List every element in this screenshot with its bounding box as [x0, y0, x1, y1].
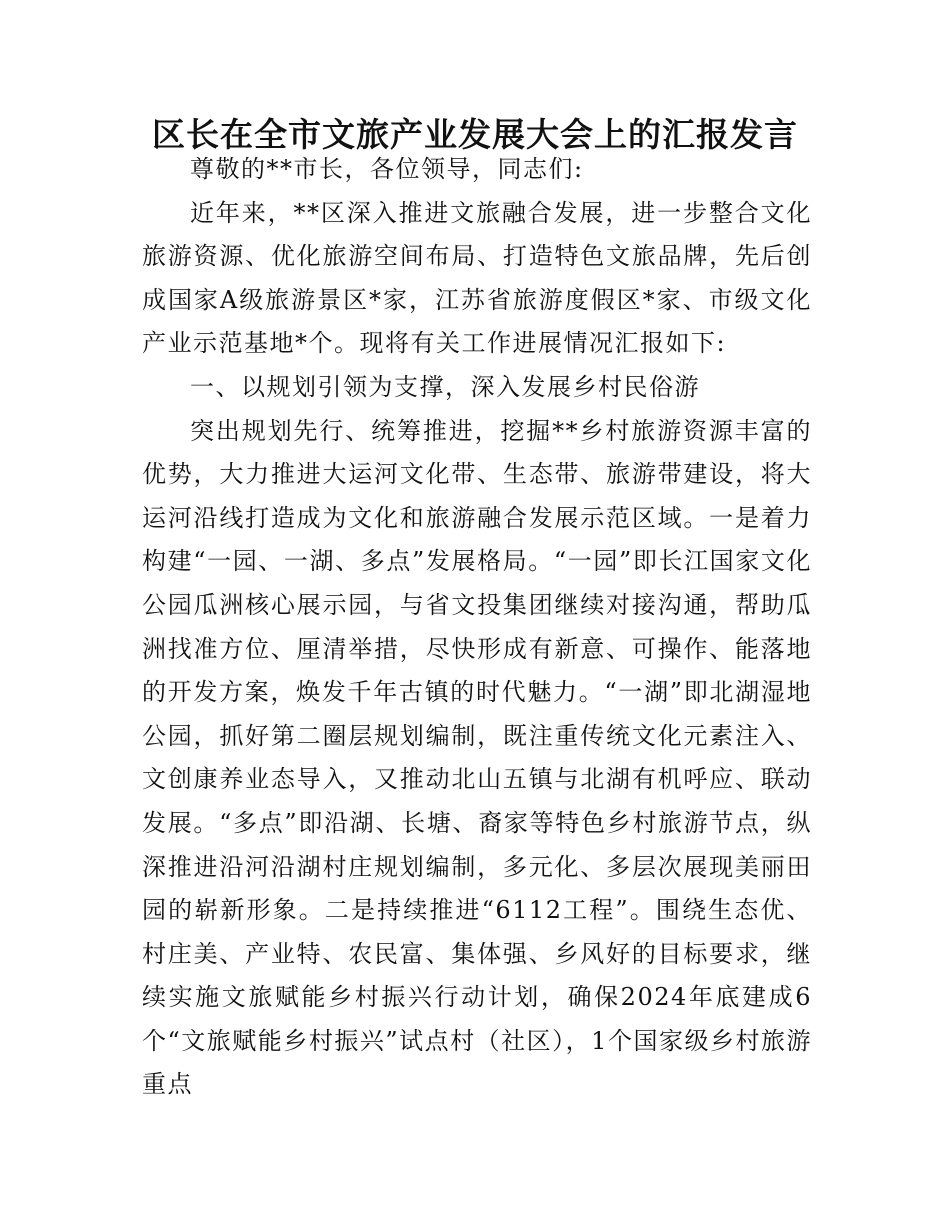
- intro-paragraph: 近年来，**区深入推进文旅融合发展，进一步整合文化旅游资源、优化旅游空间布局、打造特色文旅品牌，先后创成国家A级旅游景区*家，江苏省旅游度假区*家、市级文化产业示范基地*个。现将有关工作进展情况汇报如下:: [142, 198, 812, 358]
- section-heading: 一、以规划引领为支撑，深入发展乡村民俗游: [190, 372, 700, 401]
- document-body: [142, 148, 812, 1107]
- document-title: 区长在全市文旅产业发展大会上的汇报发言: [152, 115, 798, 154]
- section-paragraph: 突出规划先行、统筹推进，挖掘**乡村旅游资源丰富的优势，大力推进大运河文化带、生态带、旅游带建设，将大运河沿线打造成为文化和旅游融合发展示范区域。一是着力构建“一园、一湖、多点”发展格局。“一园”即长江国家文化公园瓜洲核心展示园，与省文投集团继续对接沟通，帮助瓜洲找准方位、厘清举措，尽快形成有新意、可操作、能落地的开发方案，焕发千年古镇的时代魅力。“一湖”即北湖湿地公园，抓好第二圈层规划编制，既注重传统文化元素注入、文创康养业态导入，又推动北山五镇与北湖有机呼应、联动发展。“多点”即沿湖、长塘、裔家等特色乡村旅游节点，纵深推进沿河沿湖村庄规划编制，多元化、多层次展现美丽田园的崭新形象。二是持续推进“6112工程”。围绕生态优、村庄美、产业特、农民富、集体强、乡风好的目标要求，继续实施文旅赋能乡村振兴行动计划，确保2024年底建成6个“文旅赋能乡村振兴”试点村（社区），1个国家级乡村旅游重点: [142, 416, 812, 1099]
- salutation: 尊敬的**市长，各位领导，同志们:: [190, 155, 584, 183]
